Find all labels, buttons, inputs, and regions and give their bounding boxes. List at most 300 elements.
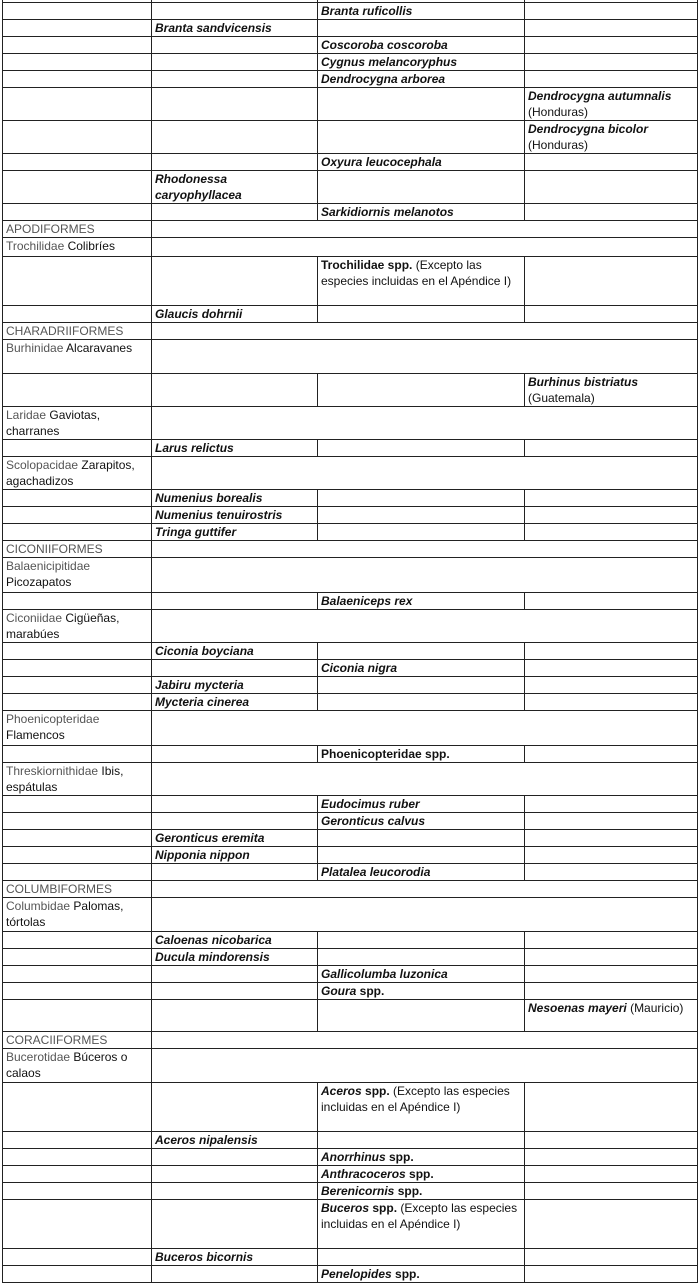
species-name: Branta sandvicensis — [155, 21, 272, 35]
appendix-iii-cell — [525, 374, 698, 407]
taxon-cell — [3, 643, 152, 660]
species-name: Ciconia boyciana — [155, 644, 254, 658]
appendix-i-cell — [152, 593, 318, 610]
species-name: spp. — [356, 984, 385, 998]
species-name: Platalea leucorodia — [321, 865, 431, 879]
order-row — [3, 323, 698, 340]
merged-empty-cell — [152, 1032, 698, 1049]
appendix-ii-cell — [318, 3, 525, 20]
species-name: spp. — [361, 1084, 390, 1098]
family-cell — [3, 763, 152, 796]
species-name: Sarkidiornis melanotos — [321, 205, 454, 219]
family-common-name: Búceros o calaos — [6, 1050, 128, 1080]
appendix-iii-cell — [525, 983, 698, 1000]
species-name: Buceros bicornis — [155, 1250, 254, 1264]
appendix-ii-cell — [318, 1083, 525, 1132]
taxon-cell — [3, 677, 152, 694]
family-cell — [3, 457, 152, 490]
family-cell — [3, 1049, 152, 1083]
appendix-iii-cell — [525, 1183, 698, 1200]
family-common-name: Ibis, espátulas — [6, 764, 124, 794]
family-row — [3, 711, 698, 746]
appendix-i-cell — [152, 20, 318, 37]
species-row — [3, 1200, 698, 1249]
species-name: Geronticus calvus — [321, 814, 426, 828]
appendix-i-cell — [152, 813, 318, 830]
species-name: Ducula mindorensis — [155, 950, 270, 964]
order-cell — [3, 881, 152, 898]
taxon-cell — [3, 440, 152, 457]
taxon-cell — [3, 966, 152, 983]
taxon-cell — [3, 374, 152, 407]
appendix-i-cell — [152, 1183, 318, 1200]
appendix-iii-cell — [525, 154, 698, 171]
appendix-ii-cell — [318, 507, 525, 524]
species-name: Mycteria cinerea — [155, 695, 250, 709]
appendix-iii-cell — [525, 1166, 698, 1183]
appendix-i-cell — [152, 796, 318, 813]
appendix-ii-cell — [318, 54, 525, 71]
appendix-i-cell — [152, 830, 318, 847]
species-row — [3, 796, 698, 813]
species-row — [3, 694, 698, 711]
family-row — [3, 1049, 698, 1083]
taxon-cell — [3, 306, 152, 323]
appendix-ii-cell — [318, 490, 525, 507]
species-name: Dendrocygna bicolor — [528, 122, 649, 136]
species-name: Numenius borealis — [155, 491, 263, 505]
family-name: Threskiornithidae — [6, 764, 99, 778]
species-row — [3, 440, 698, 457]
appendix-iii-cell — [525, 1266, 698, 1283]
family-cell — [3, 407, 152, 440]
merged-empty-cell — [152, 898, 698, 932]
family-row — [3, 610, 698, 643]
appendix-ii-cell — [318, 830, 525, 847]
species-row — [3, 257, 698, 306]
appendix-i-cell — [152, 3, 318, 20]
appendix-i-cell — [152, 966, 318, 983]
species-name: Oxyura leucocephala — [321, 155, 442, 169]
species-row — [3, 593, 698, 610]
species-name: spp. — [369, 1201, 398, 1215]
appendix-iii-cell — [525, 171, 698, 204]
appendix-iii-cell — [525, 796, 698, 813]
appendix-iii-cell — [525, 932, 698, 949]
species-name: spp. — [391, 1267, 420, 1281]
family-row — [3, 457, 698, 490]
family-row — [3, 238, 698, 257]
order-name: CHARADRIIFORMES — [6, 324, 124, 338]
species-name: Aceros — [321, 1084, 362, 1098]
species-name: spp. — [385, 1150, 414, 1164]
taxon-cell — [3, 1000, 152, 1032]
appendix-i-cell — [152, 677, 318, 694]
merged-empty-cell — [152, 457, 698, 490]
species-row — [3, 374, 698, 407]
appendix-iii-cell — [525, 257, 698, 306]
taxon-cell — [3, 1200, 152, 1249]
species-row — [3, 1000, 698, 1032]
taxon-cell — [3, 257, 152, 306]
appendix-i-cell — [152, 983, 318, 1000]
appendix-iii-cell — [525, 490, 698, 507]
appendix-iii-cell — [525, 677, 698, 694]
species-row — [3, 813, 698, 830]
merged-empty-cell — [152, 221, 698, 238]
taxon-cell — [3, 660, 152, 677]
appendix-iii-cell — [525, 88, 698, 121]
order-name: COLUMBIFORMES — [6, 882, 113, 896]
appendix-ii-cell — [318, 1266, 525, 1283]
species-note: (Excepto las especies incluidas en el Apéndice I) — [321, 258, 512, 288]
family-cell — [3, 558, 152, 593]
species-name: spp. — [394, 1184, 423, 1198]
species-row — [3, 154, 698, 171]
species-row — [3, 1183, 698, 1200]
merged-empty-cell — [152, 340, 698, 374]
species-row — [3, 746, 698, 763]
order-name: APODIFORMES — [6, 222, 95, 236]
species-row — [3, 204, 698, 221]
taxon-cell — [3, 864, 152, 881]
species-row — [3, 1132, 698, 1149]
taxon-cell — [3, 1183, 152, 1200]
appendix-ii-cell — [318, 677, 525, 694]
order-cell — [3, 1032, 152, 1049]
family-common-name: Cigüeñas, marabúes — [6, 611, 120, 641]
appendix-i-cell — [152, 71, 318, 88]
appendix-i-cell — [152, 204, 318, 221]
family-common-name: Gaviotas, charranes — [6, 408, 101, 438]
appendix-iii-cell — [525, 830, 698, 847]
species-row — [3, 643, 698, 660]
taxon-cell — [3, 204, 152, 221]
appendix-iii-cell — [525, 1083, 698, 1132]
appendix-i-cell — [152, 88, 318, 121]
appendix-iii-cell — [525, 1132, 698, 1149]
appendix-i-cell — [152, 746, 318, 763]
family-name: Bucerotidae — [6, 1050, 71, 1064]
appendix-ii-cell — [318, 37, 525, 54]
appendix-ii-cell — [318, 1249, 525, 1266]
family-cell — [3, 898, 152, 932]
family-name: Trochilidae — [6, 239, 65, 253]
appendix-i-cell — [152, 1249, 318, 1266]
appendix-i-cell — [152, 1200, 318, 1249]
appendix-iii-cell — [525, 1200, 698, 1249]
order-cell — [3, 221, 152, 238]
appendix-iii-cell — [525, 1249, 698, 1266]
species-row — [3, 88, 698, 121]
species-name: Numenius tenuirostris — [155, 508, 283, 522]
species-name: Coscoroba coscoroba — [321, 38, 448, 52]
appendix-ii-cell — [318, 660, 525, 677]
appendix-iii-cell — [525, 593, 698, 610]
species-name: Ciconia nigra — [321, 661, 398, 675]
merged-empty-cell — [152, 881, 698, 898]
species-name: Cygnus melancoryphus — [321, 55, 458, 69]
family-common-name: Flamencos — [6, 728, 65, 742]
taxon-cell — [3, 71, 152, 88]
appendix-ii-cell — [318, 374, 525, 407]
appendix-ii-cell — [318, 88, 525, 121]
appendix-ii-cell — [318, 1200, 525, 1249]
appendix-iii-cell — [525, 1000, 698, 1032]
species-row — [3, 121, 698, 154]
appendix-iii-cell — [525, 1149, 698, 1166]
order-name: CICONIIFORMES — [6, 542, 103, 556]
taxon-cell — [3, 746, 152, 763]
appendix-iii-cell — [525, 54, 698, 71]
family-name: Phoenicopteridae — [6, 712, 100, 726]
species-row — [3, 660, 698, 677]
taxon-cell — [3, 154, 152, 171]
appendix-i-cell — [152, 440, 318, 457]
family-cell — [3, 711, 152, 746]
species-name: Anthracoceros — [321, 1167, 406, 1181]
merged-empty-cell — [152, 610, 698, 643]
taxon-cell — [3, 490, 152, 507]
family-row — [3, 340, 698, 374]
appendix-iii-cell — [525, 643, 698, 660]
taxon-cell — [3, 1249, 152, 1266]
species-name: Larus relictus — [155, 441, 234, 455]
appendix-i-cell — [152, 374, 318, 407]
family-name: Scolopacidae — [6, 458, 79, 472]
appendix-ii-cell — [318, 643, 525, 660]
taxon-cell — [3, 171, 152, 204]
merged-empty-cell — [152, 407, 698, 440]
appendix-ii-cell — [318, 813, 525, 830]
species-name: Eudocimus ruber — [321, 797, 420, 811]
appendix-i-cell — [152, 1266, 318, 1283]
species-name: Phoenicopteridae spp. — [321, 747, 450, 761]
species-row — [3, 490, 698, 507]
species-row — [3, 1166, 698, 1183]
species-name: Burhinus bistriatus — [528, 375, 639, 389]
appendix-ii-cell — [318, 1166, 525, 1183]
appendix-ii-cell — [318, 171, 525, 204]
family-name: Balaenicipitidae — [6, 559, 91, 573]
species-name: Caloenas nicobarica — [155, 933, 272, 947]
species-row — [3, 1083, 698, 1132]
family-common-name: Colibríes — [67, 239, 115, 253]
appendix-i-cell — [152, 507, 318, 524]
species-row — [3, 171, 698, 204]
appendix-i-cell — [152, 847, 318, 864]
appendix-iii-cell — [525, 949, 698, 966]
appendix-iii-cell — [525, 864, 698, 881]
family-name: Laridae — [6, 408, 47, 422]
appendix-ii-cell — [318, 121, 525, 154]
species-note: (Excepto las especies incluidas en el Apéndice I) — [321, 1201, 518, 1231]
species-row — [3, 983, 698, 1000]
appendix-ii-cell — [318, 983, 525, 1000]
appendix-iii-cell — [525, 306, 698, 323]
appendix-ii-cell — [318, 593, 525, 610]
order-cell — [3, 323, 152, 340]
taxon-cell — [3, 524, 152, 541]
appendix-ii-cell — [318, 204, 525, 221]
taxon-cell — [3, 1266, 152, 1283]
appendix-i-cell — [152, 1132, 318, 1149]
appendix-iii-cell — [525, 440, 698, 457]
species-name: Dendrocygna arborea — [321, 72, 446, 86]
appendix-ii-cell — [318, 1149, 525, 1166]
species-name: spp. — [405, 1167, 434, 1181]
family-name: Ciconiidae — [6, 611, 63, 625]
species-row — [3, 524, 698, 541]
species-row — [3, 507, 698, 524]
appendix-iii-cell — [525, 813, 698, 830]
appendix-iii-cell — [525, 20, 698, 37]
cites-appendix-table — [2, 0, 698, 1283]
taxon-cell — [3, 88, 152, 121]
appendix-iii-cell — [525, 966, 698, 983]
family-common-name: Alcaravanes — [66, 341, 133, 355]
species-row — [3, 3, 698, 20]
family-common-name: Zarapitos, agachadizos — [6, 458, 135, 488]
merged-empty-cell — [152, 323, 698, 340]
appendix-ii-cell — [318, 694, 525, 711]
species-name: Aceros nipalensis — [155, 1133, 258, 1147]
merged-empty-cell — [152, 541, 698, 558]
merged-empty-cell — [152, 1049, 698, 1083]
appendix-i-cell — [152, 121, 318, 154]
family-common-name: Picozapatos — [6, 575, 72, 589]
species-name: Rhodonessa caryophyllacea — [155, 172, 242, 202]
species-name: Penelopides — [321, 1267, 392, 1281]
order-row — [3, 881, 698, 898]
taxon-cell — [3, 796, 152, 813]
appendix-iii-cell — [525, 3, 698, 20]
family-cell — [3, 340, 152, 374]
taxon-cell — [3, 20, 152, 37]
species-name: Anorrhinus — [321, 1150, 386, 1164]
taxon-cell — [3, 121, 152, 154]
species-name: Balaeniceps rex — [321, 594, 413, 608]
family-row — [3, 558, 698, 593]
species-name: Jabiru mycteria — [155, 678, 244, 692]
taxon-cell — [3, 830, 152, 847]
taxon-cell — [3, 1083, 152, 1132]
appendix-i-cell — [152, 306, 318, 323]
species-row — [3, 966, 698, 983]
taxon-cell — [3, 1149, 152, 1166]
species-row — [3, 37, 698, 54]
merged-empty-cell — [152, 238, 698, 257]
appendix-i-cell — [152, 1149, 318, 1166]
appendix-iii-cell — [525, 71, 698, 88]
taxon-cell — [3, 54, 152, 71]
appendix-iii-cell — [525, 660, 698, 677]
appendix-i-cell — [152, 490, 318, 507]
taxon-cell — [3, 1166, 152, 1183]
species-note: (Mauricio) — [626, 1001, 684, 1015]
order-row — [3, 221, 698, 238]
taxon-cell — [3, 593, 152, 610]
species-note: (Honduras) — [528, 105, 589, 119]
appendix-i-cell — [152, 932, 318, 949]
appendix-i-cell — [152, 660, 318, 677]
species-name: Glaucis dohrnii — [155, 307, 243, 321]
taxon-cell — [3, 1132, 152, 1149]
appendix-ii-cell — [318, 1132, 525, 1149]
species-row — [3, 1149, 698, 1166]
species-row — [3, 677, 698, 694]
appendix-ii-cell — [318, 949, 525, 966]
appendix-ii-cell — [318, 966, 525, 983]
species-name: Trochilidae spp. — [321, 258, 413, 272]
taxon-cell — [3, 507, 152, 524]
appendix-i-cell — [152, 864, 318, 881]
appendix-iii-cell — [525, 507, 698, 524]
taxon-cell — [3, 694, 152, 711]
species-name: Gallicolumba luzonica — [321, 967, 448, 981]
appendix-i-cell — [152, 54, 318, 71]
appendix-i-cell — [152, 257, 318, 306]
species-name: Goura — [321, 984, 357, 998]
appendix-ii-cell — [318, 1183, 525, 1200]
appendix-ii-cell — [318, 71, 525, 88]
species-name: Nesoenas mayeri — [528, 1001, 627, 1015]
family-row — [3, 407, 698, 440]
appendix-ii-cell — [318, 1000, 525, 1032]
species-name: Berenicornis — [321, 1184, 395, 1198]
species-row — [3, 54, 698, 71]
appendix-ii-cell — [318, 524, 525, 541]
merged-empty-cell — [152, 558, 698, 593]
appendix-iii-cell — [525, 746, 698, 763]
species-row — [3, 864, 698, 881]
species-row — [3, 1266, 698, 1283]
order-row — [3, 541, 698, 558]
family-common-name: Palomas, tórtolas — [6, 899, 124, 929]
appendix-ii-cell — [318, 306, 525, 323]
species-row — [3, 20, 698, 37]
merged-empty-cell — [152, 711, 698, 746]
appendix-ii-cell — [318, 257, 525, 306]
family-name: Burhinidae — [6, 341, 64, 355]
species-row — [3, 1249, 698, 1266]
appendix-ii-cell — [318, 440, 525, 457]
appendix-i-cell — [152, 171, 318, 204]
appendix-i-cell — [152, 37, 318, 54]
family-row — [3, 898, 698, 932]
appendix-i-cell — [152, 949, 318, 966]
species-name: Tringa guttifer — [155, 525, 237, 539]
family-name: Columbidae — [6, 899, 71, 913]
species-row — [3, 847, 698, 864]
appendix-ii-cell — [318, 796, 525, 813]
species-name: Nipponia nippon — [155, 848, 250, 862]
appendix-i-cell — [152, 694, 318, 711]
species-name: Buceros — [321, 1201, 370, 1215]
species-note: (Honduras) — [528, 138, 589, 152]
species-row — [3, 949, 698, 966]
appendix-iii-cell — [525, 847, 698, 864]
family-cell — [3, 610, 152, 643]
appendix-ii-cell — [318, 746, 525, 763]
appendix-iii-cell — [525, 121, 698, 154]
appendix-i-cell — [152, 154, 318, 171]
family-cell — [3, 238, 152, 257]
order-name: CORACIIFORMES — [6, 1033, 108, 1047]
taxon-cell — [3, 847, 152, 864]
species-row — [3, 71, 698, 88]
appendix-iii-cell — [525, 204, 698, 221]
